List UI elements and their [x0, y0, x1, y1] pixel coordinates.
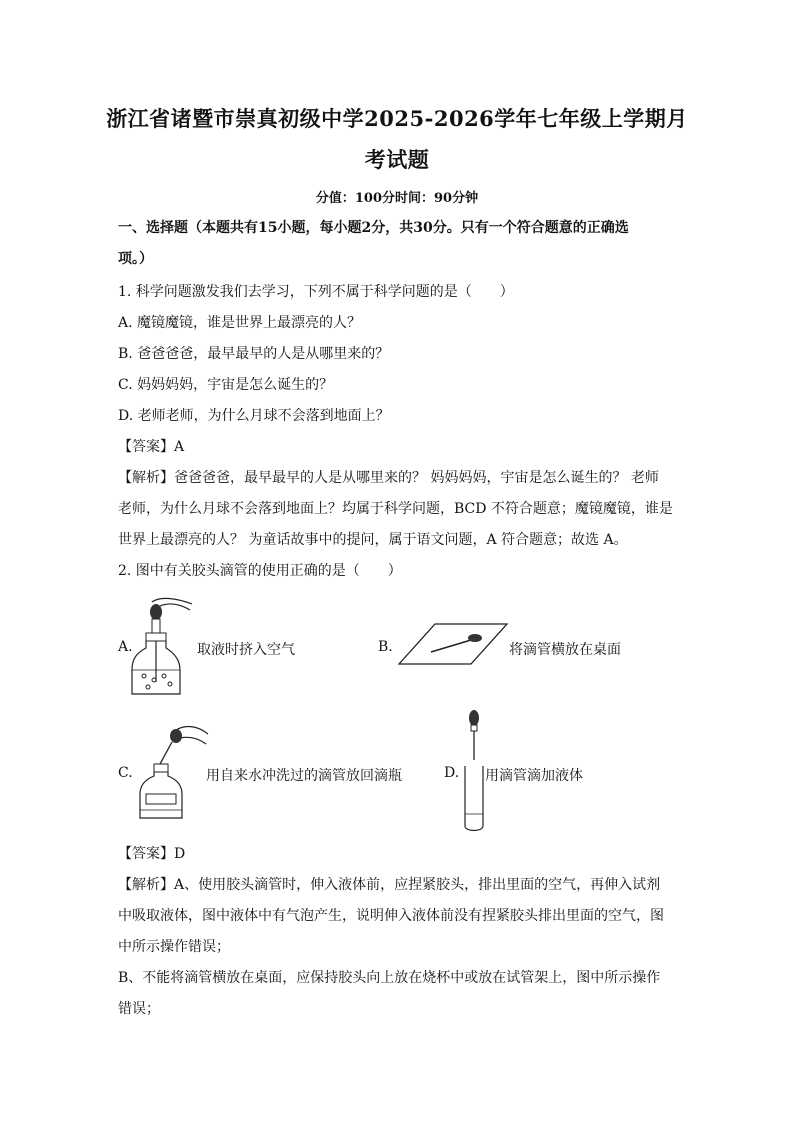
q1-option-c: C. 妈妈妈妈，宇宙是怎么诞生的？ [118, 377, 334, 393]
q1-option-d: D. 老师老师，为什么月球不会落到地面上？ [118, 408, 390, 424]
q2-analysis-line-2: 中吸取液体，图中液体中有气泡产生，说明伸入液体前没有捏紧胶头排出里面的空气，图 [118, 908, 664, 924]
title-line-1: 浙江省诸暨市崇真初级中学2025-2026学年七年级上学期月 [106, 106, 688, 131]
dropper-over-test-tube-figure [462, 708, 486, 834]
q1-analysis-line-1: 【解析】爸爸爸爸，最早最早的人是从哪里来的？ 妈妈妈妈，宇宙是怎么诞生的？ 老师 [118, 470, 659, 486]
q1-stem: 1. 科学问题激发我们去学习，下列不属于科学问题的是（ ） [118, 284, 514, 300]
dropper-on-table-figure [395, 620, 510, 668]
section-heading-line-1: 一、选择题（本题共有15小题，每小题2分，共30分。只有一个符合题意的正确选 [118, 220, 629, 236]
dropper-returned-to-bottle-figure [136, 720, 212, 820]
title-line-2: 考试题 [364, 147, 430, 172]
q1-answer: 【答案】A [118, 439, 185, 455]
dropper-in-bottle-figure [130, 592, 200, 700]
q2-option-a-caption: 取液时挤入空气 [197, 642, 295, 658]
q1-analysis-line-2: 老师，为什么月球不会落到地面上？均属于科学问题，BCD 不符合题意；魔镜魔镜，谁是 [118, 501, 673, 517]
q2-option-c-letter: C. [118, 765, 133, 781]
q2-option-d-letter: D. [444, 765, 460, 781]
q2-analysis-line-4: B、不能将滴管横放在桌面，应保持胶头向上放在烧杯中或放在试管架上，图中所示操作 [118, 970, 661, 986]
q2-option-b-caption: 将滴管横放在桌面 [509, 642, 621, 658]
q1-option-b: B. 爸爸爸爸，最早最早的人是从哪里来的？ [118, 346, 390, 362]
q2-option-c-caption: 用自来水冲洗过的滴管放回滴瓶 [206, 768, 402, 784]
q2-answer: 【答案】D [118, 846, 186, 862]
q2-analysis-line-1: 【解析】A、使用胶头滴管时，伸入液体前，应捏紧胶头，排出里面的空气，再伸入试剂 [118, 877, 661, 893]
q2-option-a-letter: A. [118, 639, 133, 655]
q2-option-d-caption: 用滴管滴加液体 [485, 768, 583, 784]
q1-analysis-line-3: 世界上最漂亮的人？ 为童话故事中的提问，属于语文问题，A 符合题意；故选 A。 [118, 532, 628, 548]
score-time-info: 分值：100分时间：90分钟 [315, 191, 479, 206]
q2-analysis-line-5: 错误； [118, 1001, 160, 1017]
q2-stem: 2. 图中有关胶头滴管的使用正确的是（ ） [118, 563, 402, 579]
section-heading-line-2: 项。） [118, 251, 153, 267]
q2-option-b-letter: B. [378, 639, 393, 655]
q2-analysis-line-3: 中所示操作错误； [118, 939, 230, 955]
q1-option-a: A. 魔镜魔镜，谁是世界上最漂亮的人？ [118, 315, 362, 331]
